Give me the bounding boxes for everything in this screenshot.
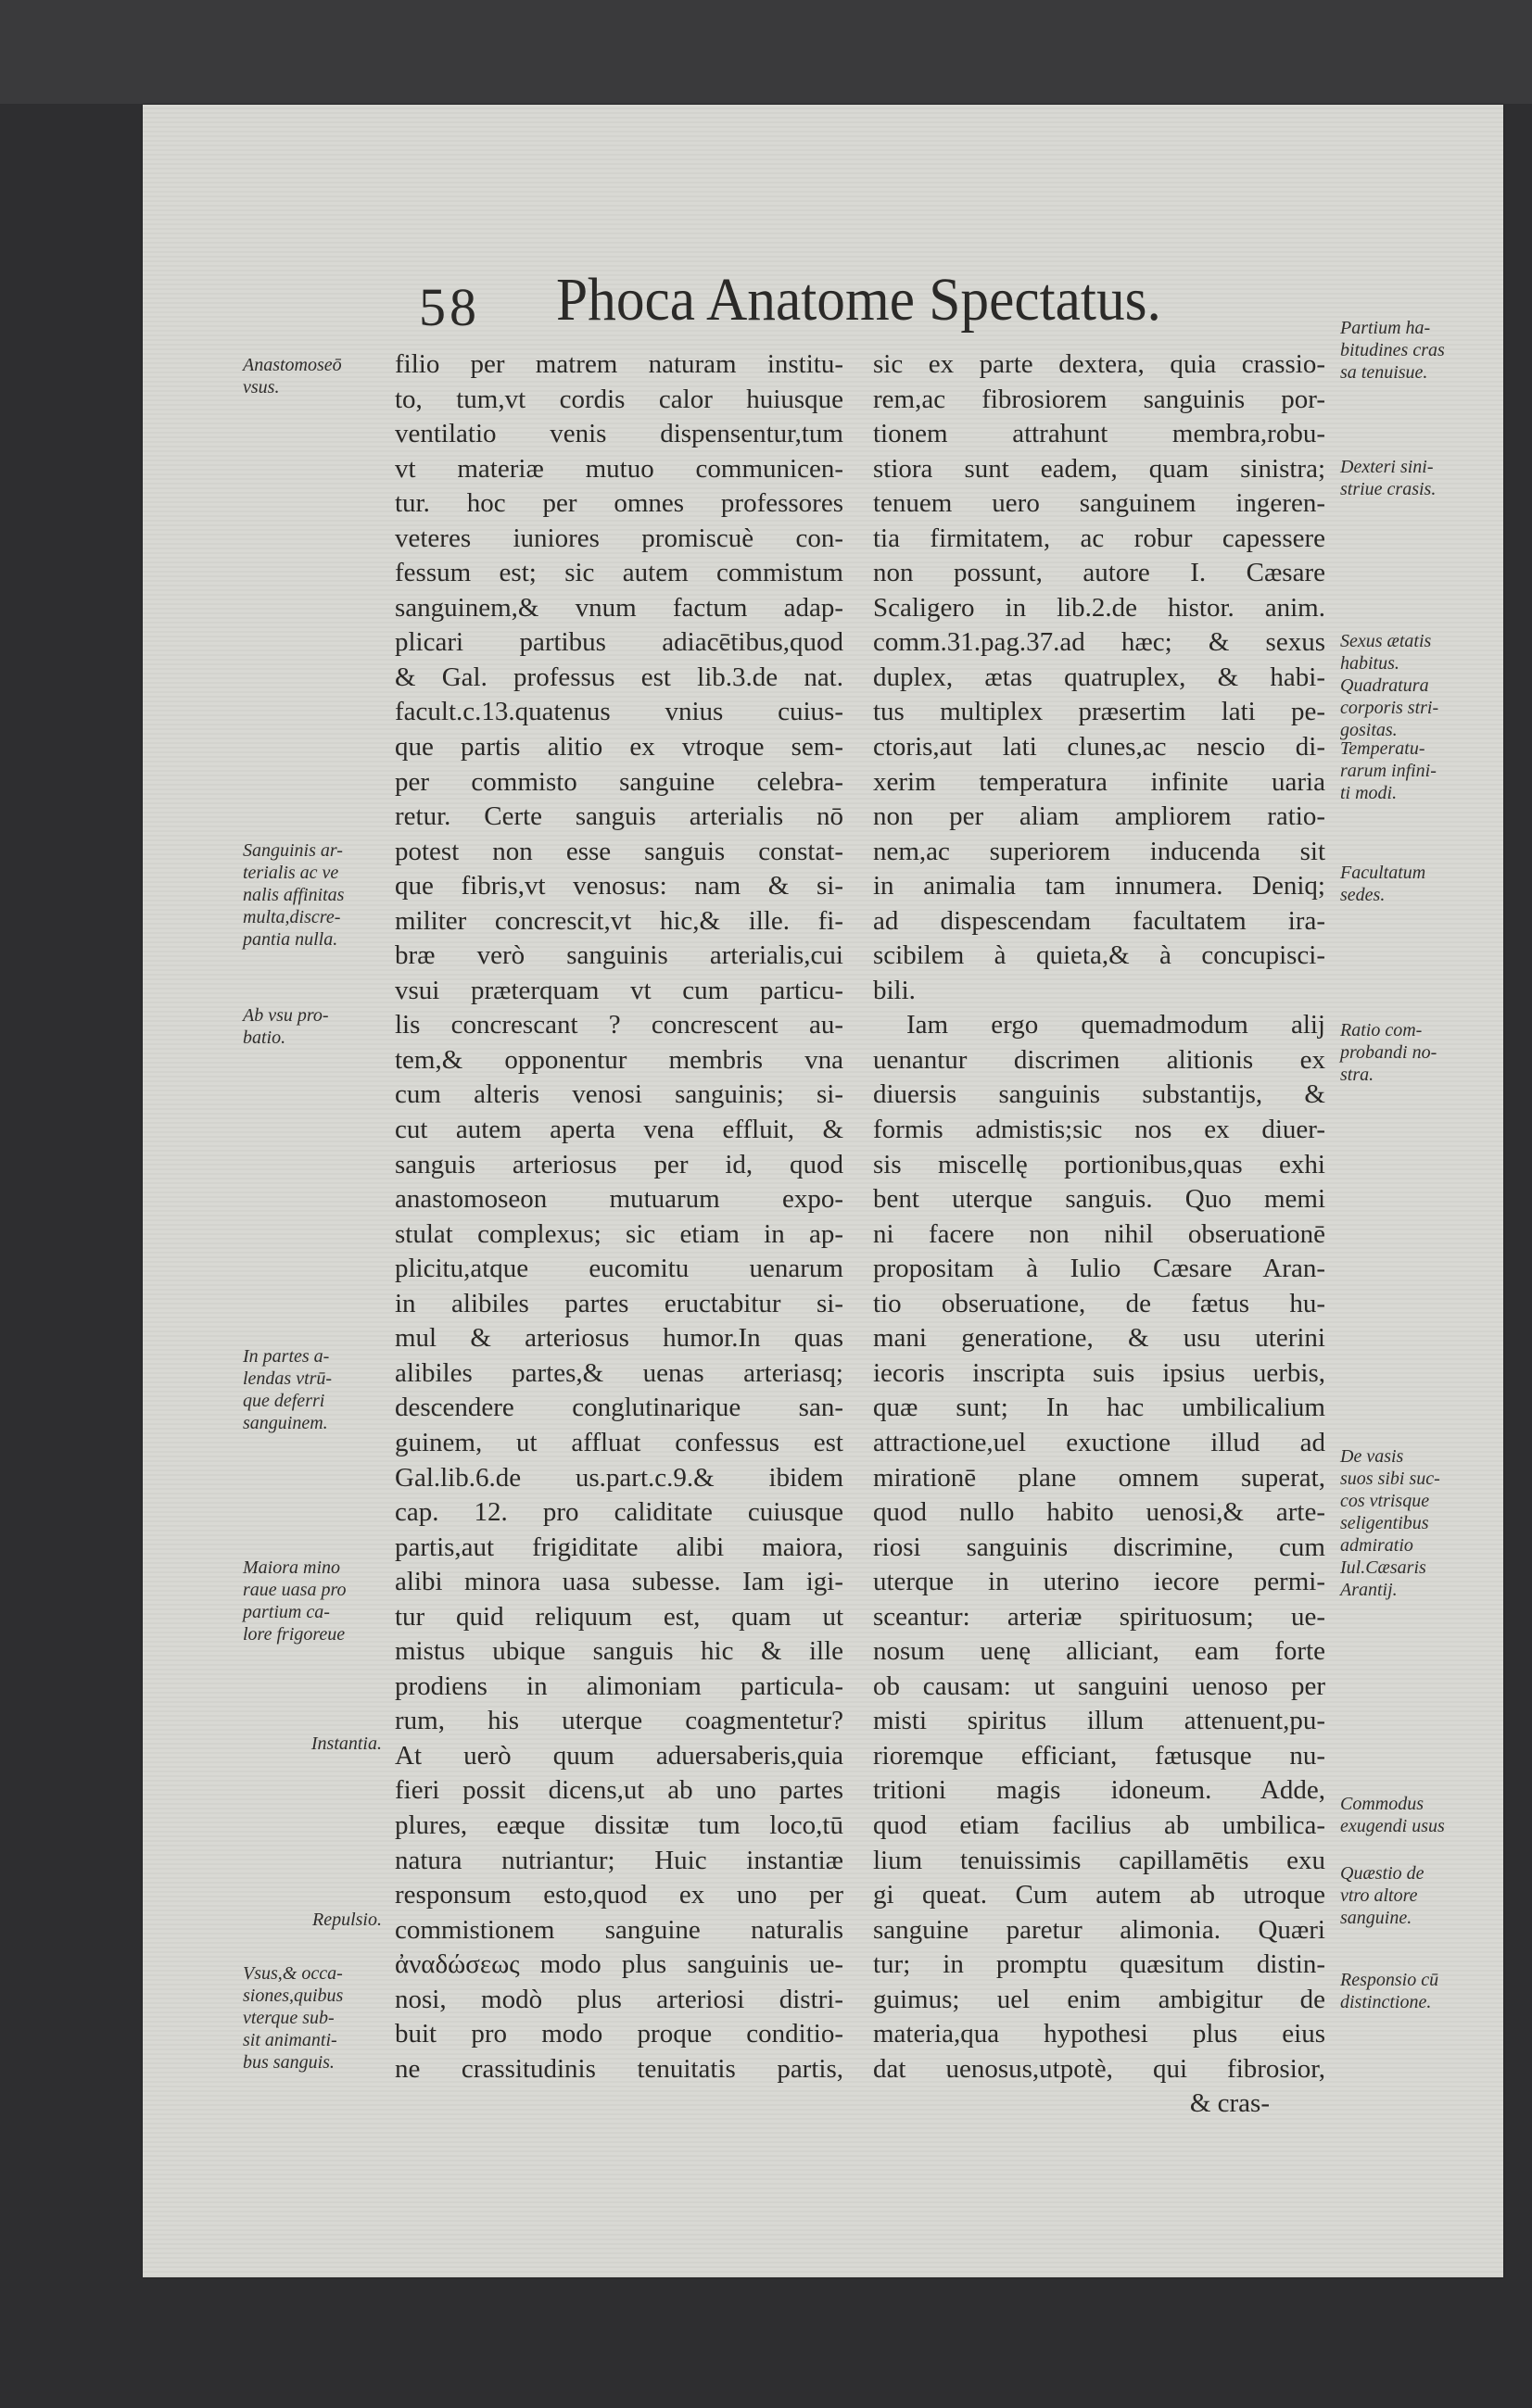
margin-note	[1340, 317, 1479, 384]
text-line: que partis alitio ex vtroque sem-	[395, 732, 843, 763]
text-line: in alibiles partes eructabitur si-	[395, 1288, 843, 1318]
text-line: iecoris inscripta suis ipsius uerbis,	[873, 1357, 1325, 1388]
text-line: fessum est; sic autem commistum	[395, 558, 843, 588]
text-line: prodiens in alimoniam particula-	[395, 1670, 843, 1701]
text-line: vt materiæ mutuo communicen-	[395, 453, 843, 484]
text-line: formis admistis;sic nos ex diuer-	[873, 1115, 1325, 1145]
text-line: per commisto sanguine celebra-	[395, 766, 843, 797]
text-line: guimus; uel enim ambigitur de	[873, 1984, 1325, 2014]
text-line: nosi, modò plus arteriosi distri-	[395, 1984, 843, 2014]
text-line: uenantur discrimen alitionis ex	[873, 1044, 1325, 1075]
margin-note-line: partium ca-	[243, 1602, 330, 1622]
text-line: retur. Certe sanguis arterialis nō	[395, 801, 843, 832]
margin-note-line: Ratio com-	[1340, 1020, 1423, 1040]
margin-note-line: Iul.Cæsaris	[1340, 1557, 1426, 1578]
text-line: to, tum,vt cordis calor huiusque	[395, 384, 843, 414]
text-line: ob causam: ut sanguini uenoso per	[873, 1670, 1325, 1701]
text-line: tia firmitatem, ac robur capessere	[873, 523, 1325, 553]
margin-note-line: sanguinem.	[243, 1413, 328, 1433]
text-line: non per aliam ampliorem ratio-	[873, 801, 1325, 832]
text-line: plicitu,atque eucomitu uenarum	[395, 1254, 843, 1284]
text-line: tus multiplex præsertim lati pe-	[873, 697, 1325, 727]
margin-note-line: sedes.	[1340, 885, 1386, 905]
text-line: in animalia tam innumera. Deniq;	[873, 871, 1325, 901]
text-line: mistus ubique sanguis hic & ille	[395, 1636, 843, 1667]
text-line: responsum esto,quod ex uno per	[395, 1880, 843, 1910]
margin-note	[1340, 456, 1479, 500]
text-line: facult.c.13.quatenus vnius cuius-	[395, 697, 843, 727]
text-line: tenuem uero sanguinem ingeren-	[873, 488, 1325, 519]
margin-note-line: Anastomoseō	[243, 355, 342, 375]
margin-note-line: vtro altore	[1340, 1885, 1418, 1906]
margin-note-line: raue uasa pro	[243, 1580, 347, 1600]
text-column-left	[395, 347, 843, 2087]
margin-note-line: siones,quibus	[243, 1986, 344, 2006]
margin-note-line: De vasis	[1340, 1446, 1404, 1467]
margin-note-line: corporis stri-	[1340, 698, 1439, 718]
margin-note	[1340, 862, 1479, 906]
running-title: Phoca Anatome Spectatus.	[556, 266, 1161, 334]
text-line: que fibris,vt venosus: nam & si-	[395, 871, 843, 901]
text-line: sceantur: arteriæ spirituosum; ue-	[873, 1601, 1325, 1632]
text-line: dat uenosus,utpotè, qui fibrosior,	[873, 2053, 1325, 2084]
text-line: vsui præterquam vt cum particu-	[395, 975, 843, 1005]
text-line: ventilatio venis dispensentur,tum	[395, 419, 843, 449]
text-line: natura nutriantur; Huic instantiæ	[395, 1845, 843, 1875]
margin-note-line: Repulsio.	[312, 1910, 382, 1930]
margin-note-line: terialis ac ve	[243, 863, 339, 883]
text-line: rem,ac fibrosiorem sanguinis por-	[873, 384, 1325, 414]
margin-note-line: ti modi.	[1340, 783, 1398, 803]
text-line: comm.31.pag.37.ad hæc; & sexus	[873, 627, 1325, 658]
text-line: descendere conglutinarique san-	[395, 1393, 843, 1423]
text-line: stulat complexus; sic etiam in ap-	[395, 1218, 843, 1249]
margin-note	[1340, 1445, 1479, 1601]
margin-note-line: Facultatum	[1340, 863, 1426, 883]
text-line: filio per matrem naturam institu-	[395, 349, 843, 379]
margin-note-line: lendas vtrū-	[243, 1368, 333, 1389]
margin-note-line: que deferri	[243, 1391, 325, 1411]
text-line: quod nullo habito uenosi,& arte-	[873, 1497, 1325, 1528]
margin-note	[1340, 738, 1479, 804]
text-line: alibi minora uasa subesse. Iam igi-	[395, 1567, 843, 1597]
text-line: alibiles partes,& uenas arteriasq;	[395, 1357, 843, 1388]
text-line: tio obseruatione, de fætus hu-	[873, 1288, 1325, 1318]
text-line: ctoris,aut lati clunes,ac nescio di-	[873, 732, 1325, 763]
text-line: tem,& opponentur membris vna	[395, 1044, 843, 1075]
margin-note-line: seligentibus	[1340, 1513, 1429, 1533]
text-line: commistionem sanguine naturalis	[395, 1914, 843, 1945]
text-line: bili.	[873, 975, 916, 1005]
text-line: lis concrescant ? concrescent au-	[395, 1010, 843, 1040]
margin-note-line: probandi no-	[1340, 1042, 1437, 1063]
margin-note	[243, 1909, 382, 1931]
margin-note-line: Quadratura	[1340, 675, 1429, 696]
margin-note-line: Vsus,& occa-	[243, 1963, 343, 1984]
text-line: propositam à Iulio Cæsare Aran-	[873, 1254, 1325, 1284]
text-line: sanguine paretur alimonia. Quæri	[873, 1914, 1325, 1945]
text-line: tur. hoc per omnes professores	[395, 488, 843, 519]
margin-note-line: vterque sub-	[243, 2008, 335, 2028]
margin-note-line: bus sanguis.	[243, 2052, 335, 2073]
text-line: plicari partibus adiacētibus,quod	[395, 627, 843, 658]
margin-note-line: Quæstio de	[1340, 1863, 1424, 1884]
text-line: scibilem à quieta,& à concupisci-	[873, 940, 1325, 971]
text-line: bent uterque sanguis. Quo memi	[873, 1184, 1325, 1215]
margin-note-line: bitudines cras	[1340, 340, 1445, 360]
text-line: tritioni magis idoneum. Adde,	[873, 1775, 1325, 1806]
margin-note-line: Temperatu-	[1340, 738, 1425, 759]
text-line: cut autem aperta vena effluit, &	[395, 1115, 843, 1145]
margin-note-line: Ab vsu pro-	[243, 1005, 329, 1026]
text-line: tionem attrahunt membra,robu-	[873, 419, 1325, 449]
text-line: ad dispescendam facultatem ira-	[873, 905, 1325, 936]
margin-note-line: Sexus ætatis	[1340, 631, 1432, 651]
margin-note-line: lore frigoreue	[243, 1624, 346, 1645]
text-line: plures, eæque dissitæ tum loco,tū	[395, 1809, 843, 1840]
margin-note	[243, 1557, 382, 1645]
margin-note-line: Sanguinis ar-	[243, 840, 343, 861]
text-line: attractione,uel exuctione illud ad	[873, 1427, 1325, 1457]
margin-note-line: Instantia.	[310, 1734, 382, 1754]
text-line: At uerò quum aduersaberis,quia	[395, 1740, 843, 1771]
text-line: fieri possit dicens,ut ab uno partes	[395, 1775, 843, 1806]
margin-note	[1340, 1019, 1479, 1086]
text-line: stiora sunt eadem, quam sinistra;	[873, 453, 1325, 484]
margin-note-line: nalis affinitas	[243, 885, 345, 905]
text-line: mani generatione, & usu uterini	[873, 1323, 1325, 1354]
margin-note	[1340, 1862, 1479, 1929]
margin-note-line: sit animanti-	[243, 2030, 337, 2050]
margin-note-line: suos sibi suc-	[1340, 1469, 1440, 1489]
page-number: 58	[419, 277, 480, 337]
text-line: & cras-	[1189, 2088, 1270, 2119]
text-line: mirationē plane omnem superat,	[873, 1462, 1325, 1493]
text-line: ni facere non nihil obseruationē	[873, 1218, 1325, 1249]
margin-note	[1340, 674, 1479, 741]
text-line: bræ verò sanguinis arterialis,cui	[395, 940, 843, 971]
text-line: misti spiritus illum attenuent,pu-	[873, 1706, 1325, 1736]
text-line: duplex, ætas quatruplex, & habi-	[873, 662, 1325, 692]
text-line: Scaligero in lib.2.de histor. anim.	[873, 592, 1325, 623]
margin-note	[1340, 630, 1479, 674]
text-line: xerim temperatura infinite uaria	[873, 766, 1325, 797]
text-line: potest non esse sanguis constat-	[395, 836, 843, 866]
text-line: quæ sunt; In hac umbilicalium	[873, 1393, 1325, 1423]
margin-note	[243, 1004, 382, 1049]
margin-note-line: exugendi usus	[1340, 1816, 1445, 1836]
margin-note-line: Arantij.	[1340, 1580, 1398, 1600]
margin-note-line: distinctione.	[1340, 1992, 1432, 2012]
text-line: veteres iuniores promiscuè con-	[395, 523, 843, 553]
margin-note-line: Maiora mino	[243, 1557, 340, 1578]
text-line: partis,aut frigiditate alibi maiora,	[395, 1532, 843, 1562]
margin-note-line: cos vtrisque	[1340, 1491, 1430, 1511]
margin-note-line: batio.	[243, 1027, 286, 1048]
margin-note	[243, 354, 382, 398]
text-line: tur quid reliquum est, quam ut	[395, 1601, 843, 1632]
margin-note-line: sa tenuisue.	[1340, 362, 1428, 383]
text-line: guinem, ut affluat confessus est	[395, 1427, 843, 1457]
text-line: mul & arteriosus humor.In quas	[395, 1323, 843, 1354]
text-line: cap. 12. pro caliditate cuiusque	[395, 1497, 843, 1528]
text-line: non possunt, autore I. Cæsare	[873, 558, 1325, 588]
margin-note-line: stra.	[1340, 1065, 1374, 1085]
margin-note-line: habitus.	[1340, 653, 1399, 674]
margin-note-line: sanguine.	[1340, 1908, 1412, 1928]
text-column-right	[873, 347, 1325, 2122]
text-line: lium tenuissimis capillamētis exu	[873, 1845, 1325, 1875]
text-line: tur; in promptu quæsitum distin-	[873, 1949, 1325, 1980]
text-line: sanguis arteriosus per id, quod	[395, 1149, 843, 1179]
margin-note-line: pantia nulla.	[243, 929, 338, 950]
text-line: cum alteris venosi sanguinis; si-	[395, 1079, 843, 1110]
margin-note	[1340, 1793, 1479, 1837]
text-line: ne crassitudinis tenuitatis partis,	[395, 2053, 843, 2084]
text-line: diuersis sanguinis substantijs, &	[873, 1079, 1325, 1110]
text-line: buit pro modo proque conditio-	[395, 2019, 843, 2049]
text-line: nem,ac superiorem inducenda sit	[873, 836, 1325, 866]
text-line: rum, his uterque coagmentetur?	[395, 1706, 843, 1736]
margin-note-line: admiratio	[1340, 1535, 1413, 1556]
text-line: nosum uenę alliciant, eam forte	[873, 1636, 1325, 1667]
text-line: Gal.lib.6.de us.part.c.9.& ibidem	[395, 1462, 843, 1493]
margin-note	[243, 839, 382, 951]
margin-note	[243, 1345, 382, 1434]
margin-note-line: vsus.	[243, 377, 280, 397]
text-line: sanguinem,& vnum factum adap-	[395, 592, 843, 623]
text-line: rioremque efficiant, fætusque nu-	[873, 1740, 1325, 1771]
margin-note-line: rarum infini-	[1340, 761, 1437, 781]
text-line: Iam ergo quemadmodum alij	[906, 1010, 1325, 1040]
text-line: quod etiam facilius ab umbilica-	[873, 1809, 1325, 1840]
margin-note-line: Dexteri sini-	[1340, 457, 1434, 477]
text-line: ἀναδώσεως modo plus sanguinis ue-	[395, 1949, 843, 1980]
margin-note-line: Responsio cū	[1340, 1970, 1439, 1990]
margin-note-line: multa,discre-	[243, 907, 341, 927]
text-line: uterque in uterino iecore permi-	[873, 1567, 1325, 1597]
margin-note	[243, 1733, 382, 1755]
text-line: riosi sanguinis discrimine, cum	[873, 1532, 1325, 1562]
margin-note-line: gositas.	[1340, 720, 1398, 740]
text-line: sic ex parte dextera, quia crassio-	[873, 349, 1325, 379]
text-line: & Gal. professus est lib.3.de nat.	[395, 662, 843, 692]
margin-note-line: In partes a-	[243, 1346, 330, 1367]
margin-note-line: striue crasis.	[1340, 479, 1437, 499]
scan-background-top	[0, 0, 1532, 104]
margin-note	[243, 1962, 382, 2074]
text-line: materia,qua hypothesi plus eius	[873, 2019, 1325, 2049]
margin-note-line: Commodus	[1340, 1794, 1424, 1814]
margin-note-line: Partium ha-	[1340, 318, 1431, 338]
margin-note	[1340, 1969, 1479, 2013]
text-line: sis miscellę portionibus,quas exhi	[873, 1149, 1325, 1179]
text-line: anastomoseon mutuarum expo-	[395, 1184, 843, 1215]
text-line: gi queat. Cum autem ab utroque	[873, 1880, 1325, 1910]
text-line: militer concrescit,vt hic,& ille. fi-	[395, 905, 843, 936]
